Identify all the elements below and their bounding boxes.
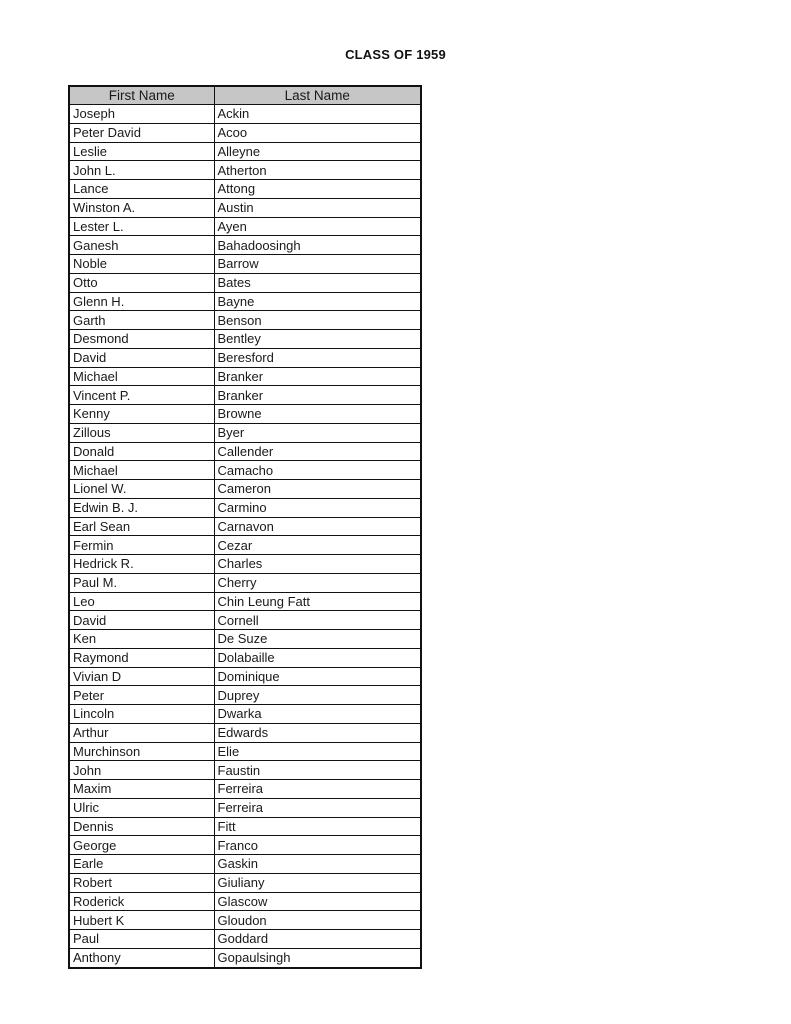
first-name-cell: John L.	[69, 161, 214, 180]
column-header-last-name: Last Name	[214, 86, 421, 105]
first-name-cell: Kenny	[69, 405, 214, 424]
first-name-cell: Anthony	[69, 948, 214, 967]
table-row	[69, 405, 421, 424]
table-row	[69, 686, 421, 705]
table-row	[69, 911, 421, 930]
last-name-cell: Ferreira	[214, 798, 421, 817]
first-name-cell: Peter	[69, 686, 214, 705]
first-name-cell: John	[69, 761, 214, 780]
table-row	[69, 930, 421, 949]
table-row	[69, 442, 421, 461]
last-name-cell: Byer	[214, 423, 421, 442]
last-name-cell: Camacho	[214, 461, 421, 480]
table-row	[69, 667, 421, 686]
table-row	[69, 817, 421, 836]
last-name-cell: Fitt	[214, 817, 421, 836]
first-name-cell: Winston A.	[69, 198, 214, 217]
first-name-cell: Leslie	[69, 142, 214, 161]
table-row	[69, 855, 421, 874]
first-name-cell: George	[69, 836, 214, 855]
first-name-cell: Michael	[69, 367, 214, 386]
table-row	[69, 630, 421, 649]
first-name-cell: Leo	[69, 592, 214, 611]
first-name-cell: Lionel W.	[69, 480, 214, 499]
column-header-first-name: First Name	[69, 86, 214, 105]
first-name-cell: Roderick	[69, 892, 214, 911]
table-row	[69, 611, 421, 630]
table-row	[69, 555, 421, 574]
last-name-cell: Austin	[214, 198, 421, 217]
table-row	[69, 761, 421, 780]
first-name-cell: Arthur	[69, 723, 214, 742]
first-name-cell: Michael	[69, 461, 214, 480]
table-row	[69, 798, 421, 817]
first-name-cell: Hubert K	[69, 911, 214, 930]
table-row	[69, 292, 421, 311]
last-name-cell: Barrow	[214, 255, 421, 274]
first-name-cell: Zillous	[69, 423, 214, 442]
last-name-cell: Carnavon	[214, 517, 421, 536]
table-row	[69, 480, 421, 499]
table-row	[69, 423, 421, 442]
first-name-cell: Dennis	[69, 817, 214, 836]
table-row	[69, 592, 421, 611]
first-name-cell: Maxim	[69, 780, 214, 799]
last-name-cell: Ferreira	[214, 780, 421, 799]
first-name-cell: Paul M.	[69, 573, 214, 592]
table-row	[69, 573, 421, 592]
last-name-cell: Browne	[214, 405, 421, 424]
first-name-cell: Raymond	[69, 648, 214, 667]
first-name-cell: David	[69, 611, 214, 630]
last-name-cell: Charles	[214, 555, 421, 574]
table-row	[69, 180, 421, 199]
last-name-cell: Dwarka	[214, 705, 421, 724]
last-name-cell: Faustin	[214, 761, 421, 780]
last-name-cell: De Suze	[214, 630, 421, 649]
last-name-cell: Callender	[214, 442, 421, 461]
table-row	[69, 498, 421, 517]
table-row	[69, 723, 421, 742]
table-row	[69, 461, 421, 480]
last-name-cell: Branker	[214, 367, 421, 386]
table-row	[69, 742, 421, 761]
first-name-cell: Joseph	[69, 105, 214, 124]
first-name-cell: David	[69, 348, 214, 367]
table-row	[69, 273, 421, 292]
table-row	[69, 105, 421, 124]
first-name-cell: Otto	[69, 273, 214, 292]
last-name-cell: Chin Leung Fatt	[214, 592, 421, 611]
last-name-cell: Ayen	[214, 217, 421, 236]
table-header	[69, 86, 421, 105]
last-name-cell: Bahadoosingh	[214, 236, 421, 255]
first-name-cell: Glenn H.	[69, 292, 214, 311]
table-row	[69, 892, 421, 911]
first-name-cell: Fermin	[69, 536, 214, 555]
last-name-cell: Cameron	[214, 480, 421, 499]
last-name-cell: Carmino	[214, 498, 421, 517]
last-name-cell: Cornell	[214, 611, 421, 630]
table-row	[69, 536, 421, 555]
first-name-cell: Ken	[69, 630, 214, 649]
table-row	[69, 367, 421, 386]
last-name-cell: Bayne	[214, 292, 421, 311]
table-row	[69, 198, 421, 217]
first-name-cell: Ganesh	[69, 236, 214, 255]
first-name-cell: Murchinson	[69, 742, 214, 761]
last-name-cell: Gaskin	[214, 855, 421, 874]
first-name-cell: Lester L.	[69, 217, 214, 236]
table-row	[69, 873, 421, 892]
table-row	[69, 948, 421, 967]
last-name-cell: Goddard	[214, 930, 421, 949]
last-name-cell: Giuliany	[214, 873, 421, 892]
last-name-cell: Beresford	[214, 348, 421, 367]
last-name-cell: Dominique	[214, 667, 421, 686]
last-name-cell: Glascow	[214, 892, 421, 911]
table-row	[69, 217, 421, 236]
last-name-cell: Edwards	[214, 723, 421, 742]
table-row	[69, 311, 421, 330]
table-row	[69, 648, 421, 667]
last-name-cell: Bentley	[214, 330, 421, 349]
table-row	[69, 386, 421, 405]
last-name-cell: Cezar	[214, 536, 421, 555]
table-row	[69, 236, 421, 255]
table-row	[69, 836, 421, 855]
first-name-cell: Ulric	[69, 798, 214, 817]
first-name-cell: Desmond	[69, 330, 214, 349]
last-name-cell: Dolabaille	[214, 648, 421, 667]
last-name-cell: Acoo	[214, 123, 421, 142]
table-row	[69, 780, 421, 799]
page-title: CLASS OF 1959	[345, 47, 446, 62]
table-row	[69, 255, 421, 274]
last-name-cell: Branker	[214, 386, 421, 405]
last-name-cell: Elie	[214, 742, 421, 761]
first-name-cell: Edwin B. J.	[69, 498, 214, 517]
table-row	[69, 161, 421, 180]
table-row	[69, 348, 421, 367]
first-name-cell: Vivian D	[69, 667, 214, 686]
table-row	[69, 123, 421, 142]
last-name-cell: Attong	[214, 180, 421, 199]
first-name-cell: Lincoln	[69, 705, 214, 724]
roster-table	[68, 85, 422, 969]
first-name-cell: Peter David	[69, 123, 214, 142]
last-name-cell: Bates	[214, 273, 421, 292]
last-name-cell: Duprey	[214, 686, 421, 705]
first-name-cell: Lance	[69, 180, 214, 199]
table-row	[69, 517, 421, 536]
table-body	[69, 105, 421, 968]
first-name-cell: Hedrick R.	[69, 555, 214, 574]
table-row	[69, 330, 421, 349]
last-name-cell: Benson	[214, 311, 421, 330]
last-name-cell: Franco	[214, 836, 421, 855]
last-name-cell: Atherton	[214, 161, 421, 180]
first-name-cell: Donald	[69, 442, 214, 461]
first-name-cell: Earle	[69, 855, 214, 874]
table-row	[69, 705, 421, 724]
last-name-cell: Cherry	[214, 573, 421, 592]
first-name-cell: Robert	[69, 873, 214, 892]
last-name-cell: Alleyne	[214, 142, 421, 161]
last-name-cell: Gloudon	[214, 911, 421, 930]
last-name-cell: Gopaulsingh	[214, 948, 421, 967]
first-name-cell: Earl Sean	[69, 517, 214, 536]
first-name-cell: Noble	[69, 255, 214, 274]
first-name-cell: Vincent P.	[69, 386, 214, 405]
first-name-cell: Paul	[69, 930, 214, 949]
first-name-cell: Garth	[69, 311, 214, 330]
header-row	[69, 86, 421, 105]
table-row	[69, 142, 421, 161]
last-name-cell: Ackin	[214, 105, 421, 124]
